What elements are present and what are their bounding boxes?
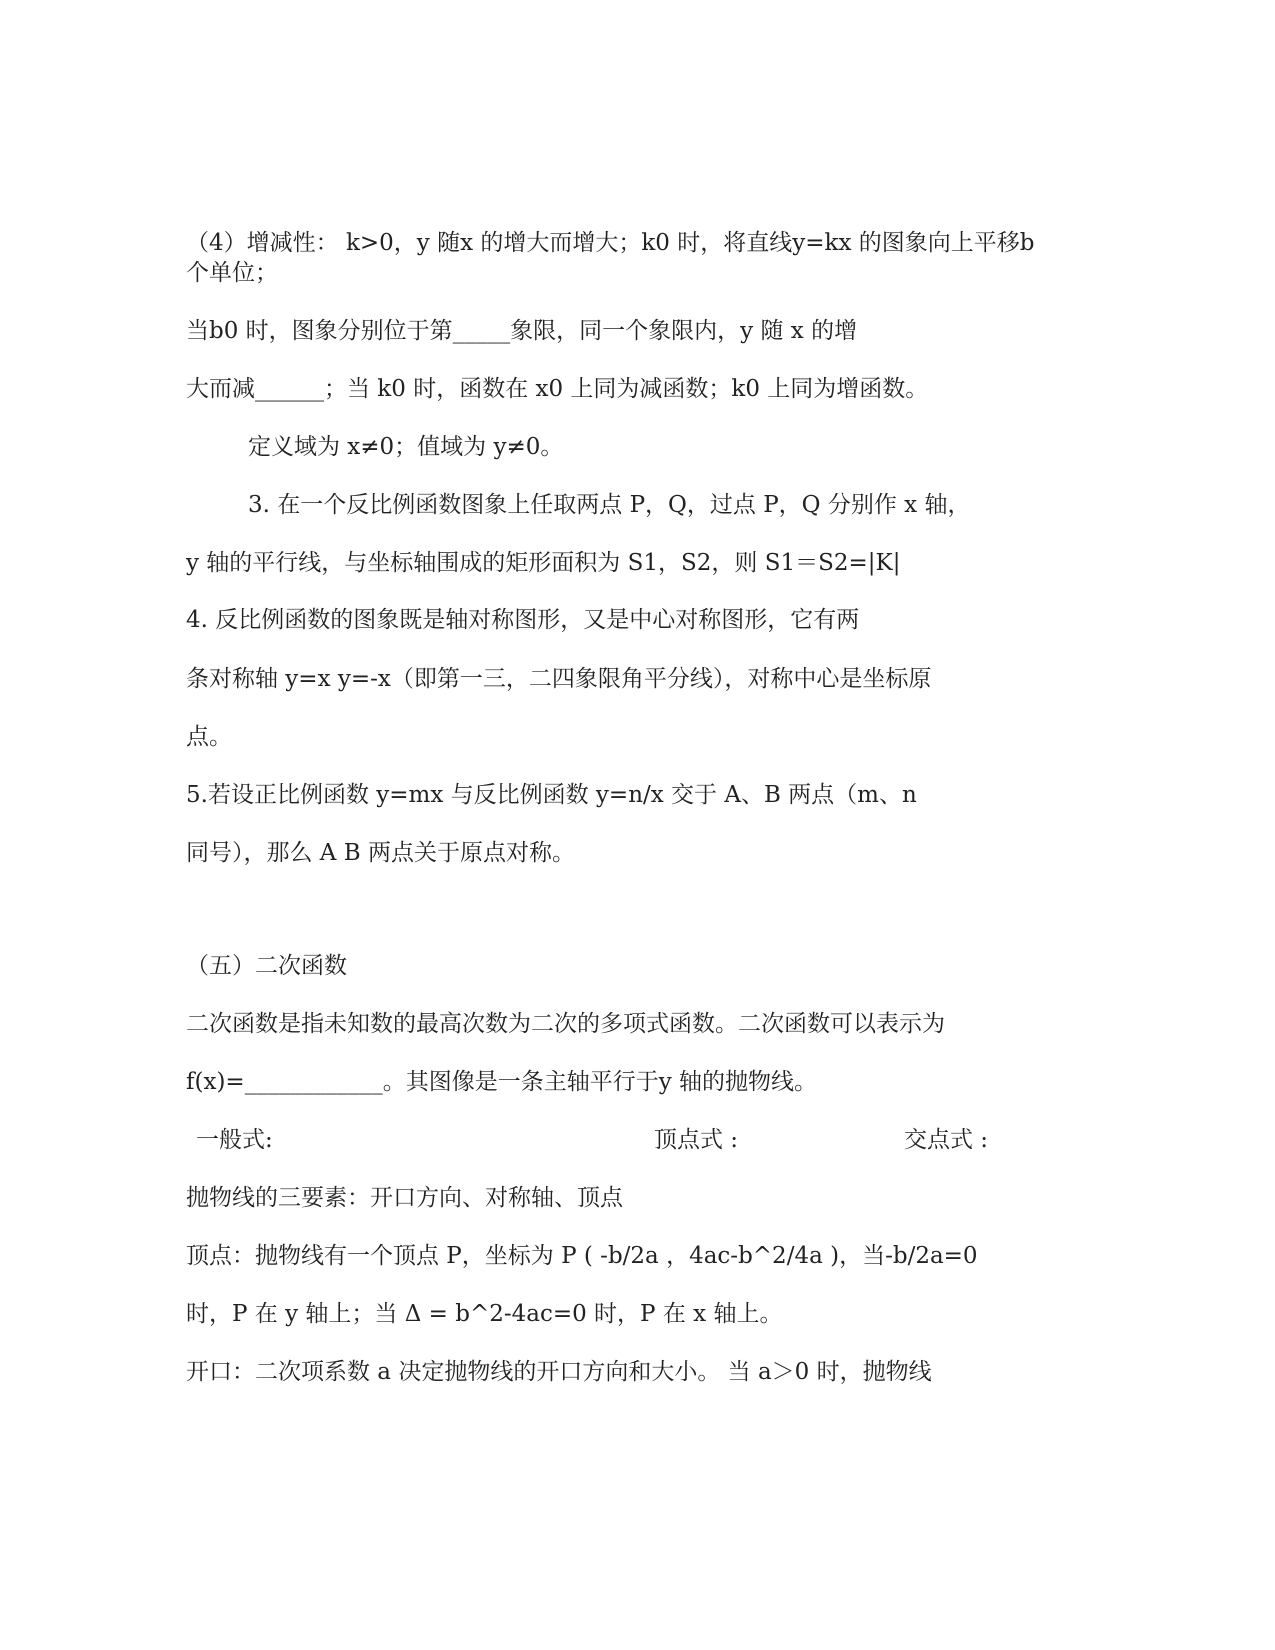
text-line-domain-range: 定义域为 x≠0；值域为 y≠0。 <box>248 434 564 460</box>
text-line-quadrants: 当b0 时，图象分别位于第_____象限，同一个象限内，y 随 x 的增 <box>186 318 858 344</box>
text-line-item-3: 3. 在一个反比例函数图象上任取两点 P，Q，过点 P，Q 分别作 x 轴， <box>248 492 971 518</box>
label-intercept-form: 交点式 : <box>904 1127 989 1153</box>
text-line-symmetric-points: 同号），那么 A B 两点关于原点对称。 <box>186 840 575 866</box>
text-line-vertex: 顶点：抛物线有一个顶点 P，坐标为 P ( -b/2a ，4ac-b^2/4a )，当-b/2a=0 <box>186 1243 978 1269</box>
text-line-item-5: 5.若设正比例函数 y=mx 与反比例函数 y=n/x 交于 A、B 两点（m、n <box>186 782 917 808</box>
label-vertex-form: 顶点式 : <box>654 1127 739 1153</box>
text-line-item-4: 4. 反比例函数的图象既是轴对称图形，又是中心对称图形，它有两 <box>186 607 860 633</box>
text-line-units: 个单位； <box>186 260 278 286</box>
text-line-three-elements: 抛物线的三要素：开口方向、对称轴、顶点 <box>186 1185 623 1211</box>
text-line-symmetry-axes: 条对称轴 y=x y=-x（即第一三，二四象限角平分线），对称中心是坐标原 <box>186 666 932 692</box>
section-heading-quadratic: （五）二次函数 <box>186 953 347 979</box>
text-line-quadratic-definition: 二次函数是指未知数的最高次数为二次的多项式函数。二次函数可以表示为 <box>186 1011 945 1037</box>
text-line-opening: 开口：二次项系数 a 决定抛物线的开口方向和大小。 当 a＞0 时，抛物线 <box>186 1359 932 1385</box>
text-line-origin: 点。 <box>186 724 232 750</box>
label-general-form: 一般式: <box>196 1127 273 1153</box>
text-line-vertex-position: 时，P 在 y 轴上；当 Δ = b^2-4ac=0 时，P 在 x 轴上。 <box>186 1301 783 1327</box>
text-line-monotonicity: （4）增减性： k>0，y 随x 的增大而增大；k0 时，将直线y=kx 的图象向上平移b <box>186 230 1035 256</box>
text-line-quadratic-formula: f(x)=____________。其图像是一条主轴平行于y 轴的抛物线。 <box>186 1069 818 1095</box>
text-line-rectangle-area: y 轴的平行线，与坐标轴围成的矩形面积为 S1，S2，则 S1＝S2=|K| <box>186 550 901 576</box>
text-line-decreasing: 大而减______；当 k0 时，函数在 x0 上同为减函数；k0 上同为增函数。 <box>186 376 929 402</box>
